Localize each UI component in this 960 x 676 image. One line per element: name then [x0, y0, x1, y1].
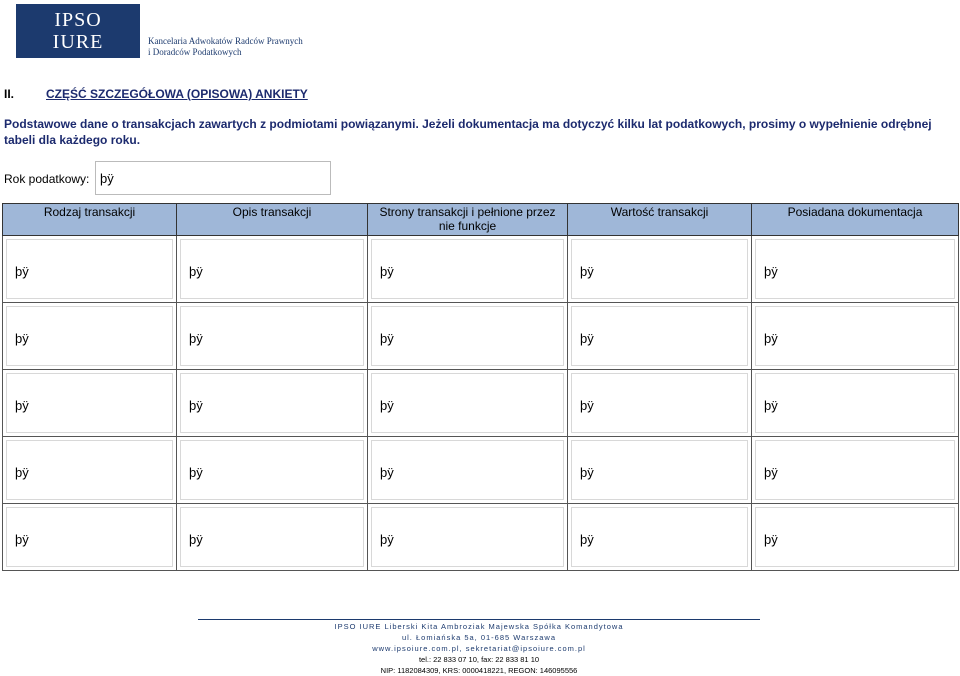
header-strony: Strony transakcji i pełnione przez nie funkcje	[368, 204, 568, 236]
cell-input[interactable]: þÿ	[180, 239, 364, 299]
cell-input[interactable]: þÿ	[6, 373, 173, 433]
table-cell	[177, 437, 368, 504]
cell-input[interactable]: þÿ	[571, 239, 748, 299]
section-title	[4, 87, 308, 101]
cell-input[interactable]: þÿ	[571, 306, 748, 366]
table-cell	[568, 504, 752, 571]
table-row	[3, 236, 959, 303]
cell-input[interactable]: þÿ	[755, 373, 955, 433]
footer-ids: NIP: 1182084309, KRS: 0000418221, REGON: 146095556	[380, 666, 578, 675]
table-cell	[368, 370, 568, 437]
header-dokumentacja: Posiadana dokumentacja	[752, 204, 959, 236]
cell-input[interactable]: þÿ	[6, 306, 173, 366]
table-cell	[368, 236, 568, 303]
cell-input[interactable]: þÿ	[571, 373, 748, 433]
table-cell	[3, 303, 177, 370]
logo-line2: IURE	[52, 31, 104, 53]
cell-input[interactable]: þÿ	[755, 306, 955, 366]
table-cell	[568, 303, 752, 370]
cell-input[interactable]: þÿ	[371, 239, 564, 299]
table-header-row	[3, 204, 959, 236]
table-cell	[752, 236, 959, 303]
footer-web: www.ipsoiure.com.pl, sekretariat@ipsoiure.com.pl	[372, 644, 586, 653]
cell-input[interactable]: þÿ	[755, 440, 955, 500]
footer-company: IPSO IURE Liberski Kita Ambroziak Majewska Spółka Komandytowa	[334, 622, 624, 631]
cell-input[interactable]: þÿ	[571, 440, 748, 500]
footer-phone: tel.: 22 833 07 10, fax: 22 833 81 10	[418, 655, 540, 664]
footer	[198, 621, 760, 676]
cell-input[interactable]: þÿ	[571, 507, 748, 567]
table-row	[3, 437, 959, 504]
logo-line1: IPSO	[54, 9, 102, 31]
intro-text: Podstawowe dane o transakcjach zawartych z podmiotami powiązanymi. Jeżeli dokumentacja ma dotyczyć kilku lat podatkowych, prosimy o wypełnienie odrębnej tabeli dla każdego roku.	[4, 117, 932, 147]
table-cell	[368, 437, 568, 504]
cell-input[interactable]: þÿ	[180, 373, 364, 433]
table-cell	[368, 504, 568, 571]
cell-input[interactable]: þÿ	[371, 373, 564, 433]
cell-input[interactable]: þÿ	[6, 507, 173, 567]
logo-box	[16, 4, 140, 58]
cell-input[interactable]: þÿ	[755, 507, 955, 567]
table-row	[3, 370, 959, 437]
logo	[16, 4, 303, 58]
cell-input[interactable]: þÿ	[180, 507, 364, 567]
footer-divider	[198, 619, 760, 620]
table-cell	[3, 504, 177, 571]
logo-sub2: i Doradców Podatkowych	[148, 47, 242, 57]
table-cell	[177, 236, 368, 303]
logo-sub1: Kancelaria Adwokatów Radców Prawnych	[148, 36, 303, 46]
cell-input[interactable]: þÿ	[371, 306, 564, 366]
transactions-table	[2, 203, 959, 571]
header-rodzaj: Rodzaj transakcji	[3, 204, 177, 236]
table-cell	[177, 303, 368, 370]
cell-input[interactable]: þÿ	[755, 239, 955, 299]
logo-subtitle	[148, 36, 303, 58]
year-input[interactable]: þÿ	[95, 161, 331, 195]
table-cell	[368, 303, 568, 370]
section-title-text: CZĘŚĆ SZCZEGÓŁOWA (OPISOWA) ANKIETY	[46, 87, 308, 101]
table-row	[3, 504, 959, 571]
table-cell	[3, 437, 177, 504]
cell-input[interactable]: þÿ	[371, 507, 564, 567]
table-row	[3, 303, 959, 370]
cell-input[interactable]: þÿ	[180, 306, 364, 366]
cell-input[interactable]: þÿ	[180, 440, 364, 500]
section-number: II.	[4, 87, 15, 101]
footer-address: ul. Łomiańska 5a, 01-685 Warszawa	[401, 633, 557, 642]
table-cell	[177, 504, 368, 571]
cell-input[interactable]: þÿ	[6, 239, 173, 299]
table-cell	[752, 370, 959, 437]
table-cell	[568, 437, 752, 504]
header-opis: Opis transakcji	[177, 204, 368, 236]
table-cell	[752, 437, 959, 504]
cell-input[interactable]: þÿ	[6, 440, 173, 500]
header-wartosc: Wartość transakcji	[568, 204, 752, 236]
table-cell	[568, 236, 752, 303]
year-label: Rok podatkowy:	[4, 172, 90, 186]
table-cell	[3, 370, 177, 437]
table-cell	[752, 504, 959, 571]
table-cell	[3, 236, 177, 303]
table-cell	[568, 370, 752, 437]
table-cell	[177, 370, 368, 437]
table-cell	[752, 303, 959, 370]
cell-input[interactable]: þÿ	[371, 440, 564, 500]
